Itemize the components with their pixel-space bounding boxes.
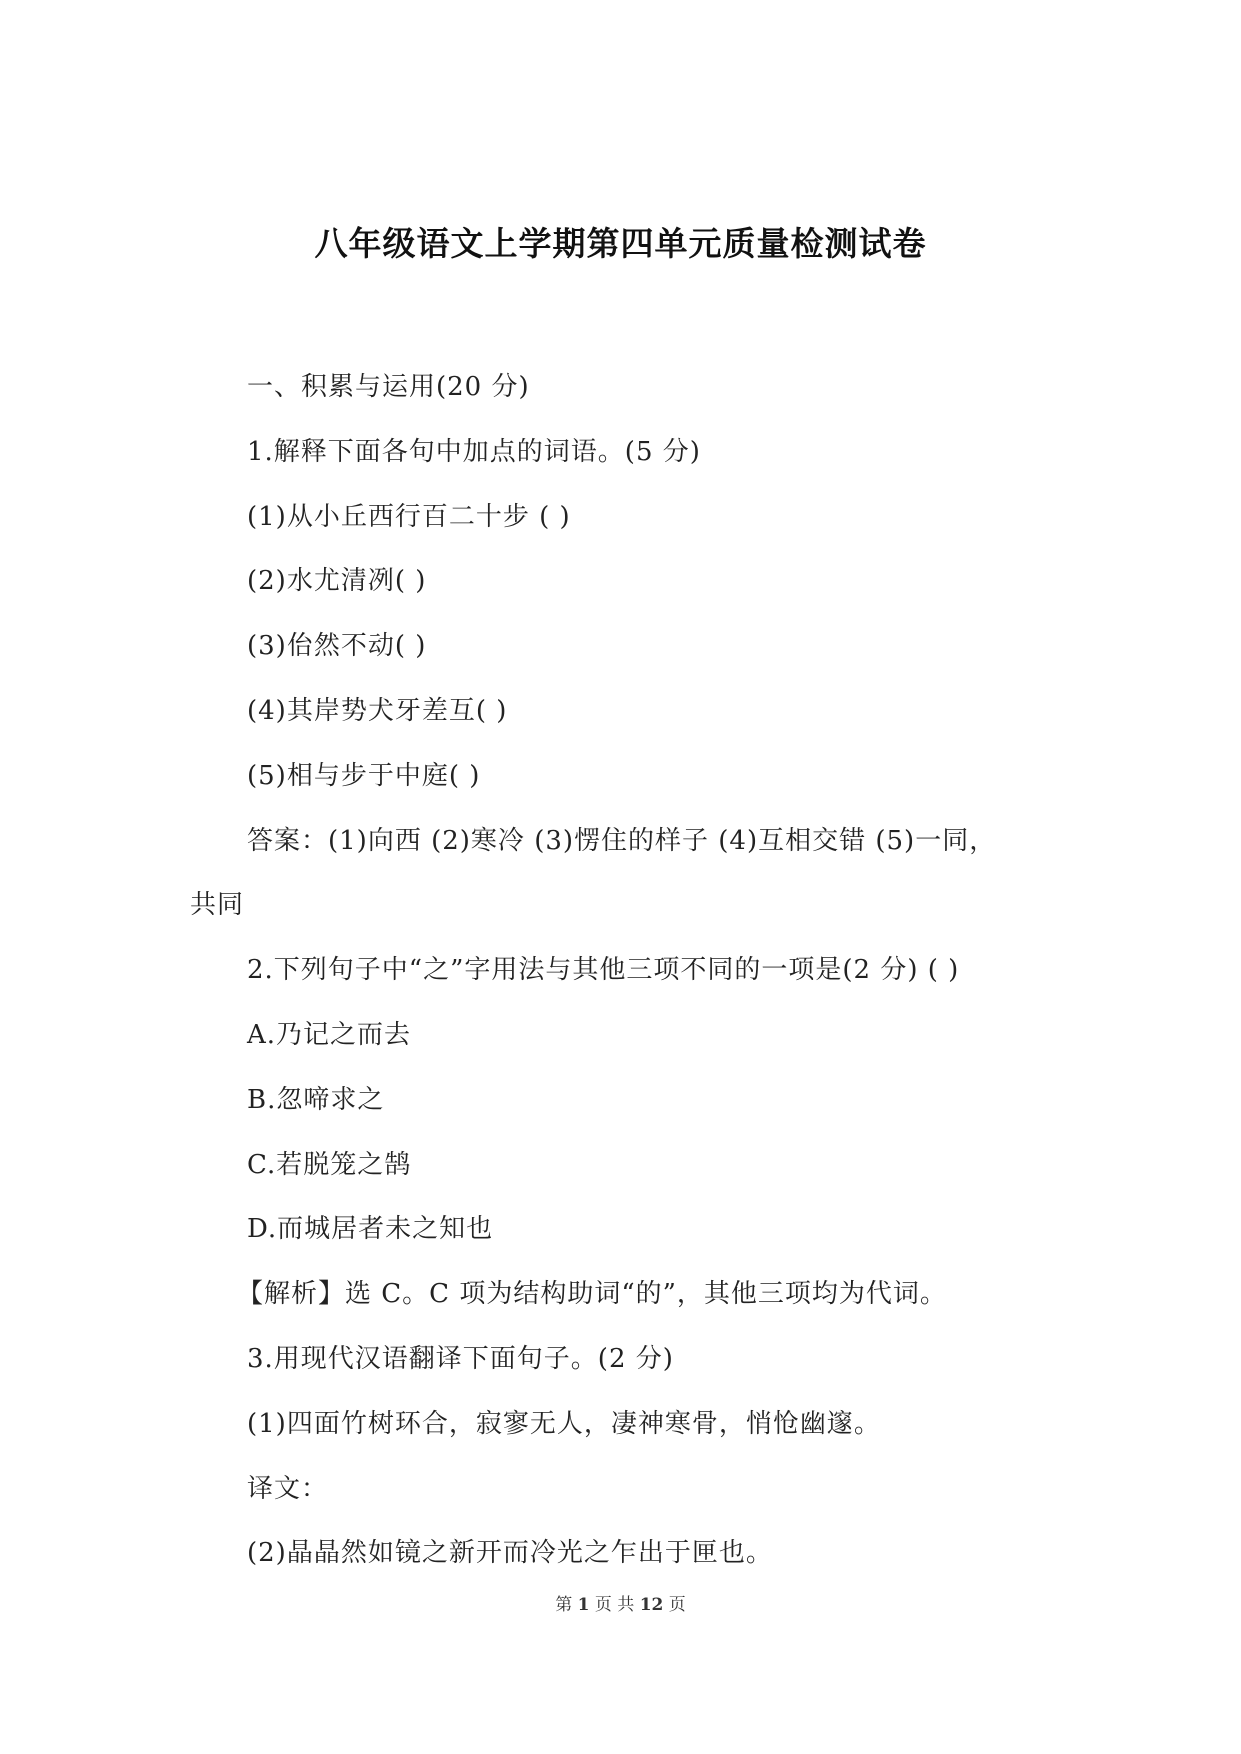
footer-page-number: 1 xyxy=(577,1595,590,1615)
document-body xyxy=(190,355,1070,1586)
question-1-item-3: (3)佁然不动( ) xyxy=(247,631,427,662)
question-1-answer: 答案：(1)向西 (2)寒冷 (3)愣住的样子 (4)互相交错 (5)一同， xyxy=(247,825,997,856)
question-2-option-b: B.忽啼求之 xyxy=(247,1084,385,1115)
question-1-item-5: (5)相与步于中庭( ) xyxy=(247,760,481,791)
question-3-item-2: (2)晶晶然如镜之新开而冷光之乍出于匣也。 xyxy=(247,1538,773,1569)
question-3-item-1: (1)四面竹树环合，寂寥无人，凄神寒骨，悄怆幽邃。 xyxy=(247,1408,881,1439)
question-1: 1.解释下面各句中加点的词语。(5 分) xyxy=(247,436,701,467)
question-2-option-a: A.乃记之而去 xyxy=(247,1019,412,1050)
question-2-option-c: C.若脱笼之鹄 xyxy=(247,1149,412,1180)
question-2-option-d: D.而城居者未之知也 xyxy=(247,1214,494,1245)
page-footer xyxy=(0,1593,1241,1617)
footer-suffix: 页 xyxy=(668,1595,686,1615)
question-1-item-4: (4)其岸势犬牙差互( ) xyxy=(247,695,508,726)
footer-prefix: 第 xyxy=(555,1595,573,1615)
footer-total-pages: 12 xyxy=(639,1595,664,1615)
question-3: 3.用现代汉语翻译下面句子。(2 分) xyxy=(247,1343,674,1374)
translation-label: 译文： xyxy=(247,1473,329,1504)
document-title: 八年级语文上学期第四单元质量检测试卷 xyxy=(314,224,927,263)
question-1-answer-continued: 共同 xyxy=(190,890,245,921)
section-heading: 一、积累与运用(20 分) xyxy=(247,372,530,402)
question-1-item-2: (2)水尤清冽( ) xyxy=(247,566,427,597)
question-2: 2.下列句子中“之”字用法与其他三项不同的一项是(2 分) ( ) xyxy=(247,955,960,986)
question-1-item-1: (1)从小丘西行百二十步 ( ) xyxy=(247,501,571,532)
question-2-analysis: 【解析】选 C。C 项为结构助词“的”，其他三项均为代词。 xyxy=(237,1279,947,1310)
footer-middle: 页 共 xyxy=(594,1595,635,1615)
